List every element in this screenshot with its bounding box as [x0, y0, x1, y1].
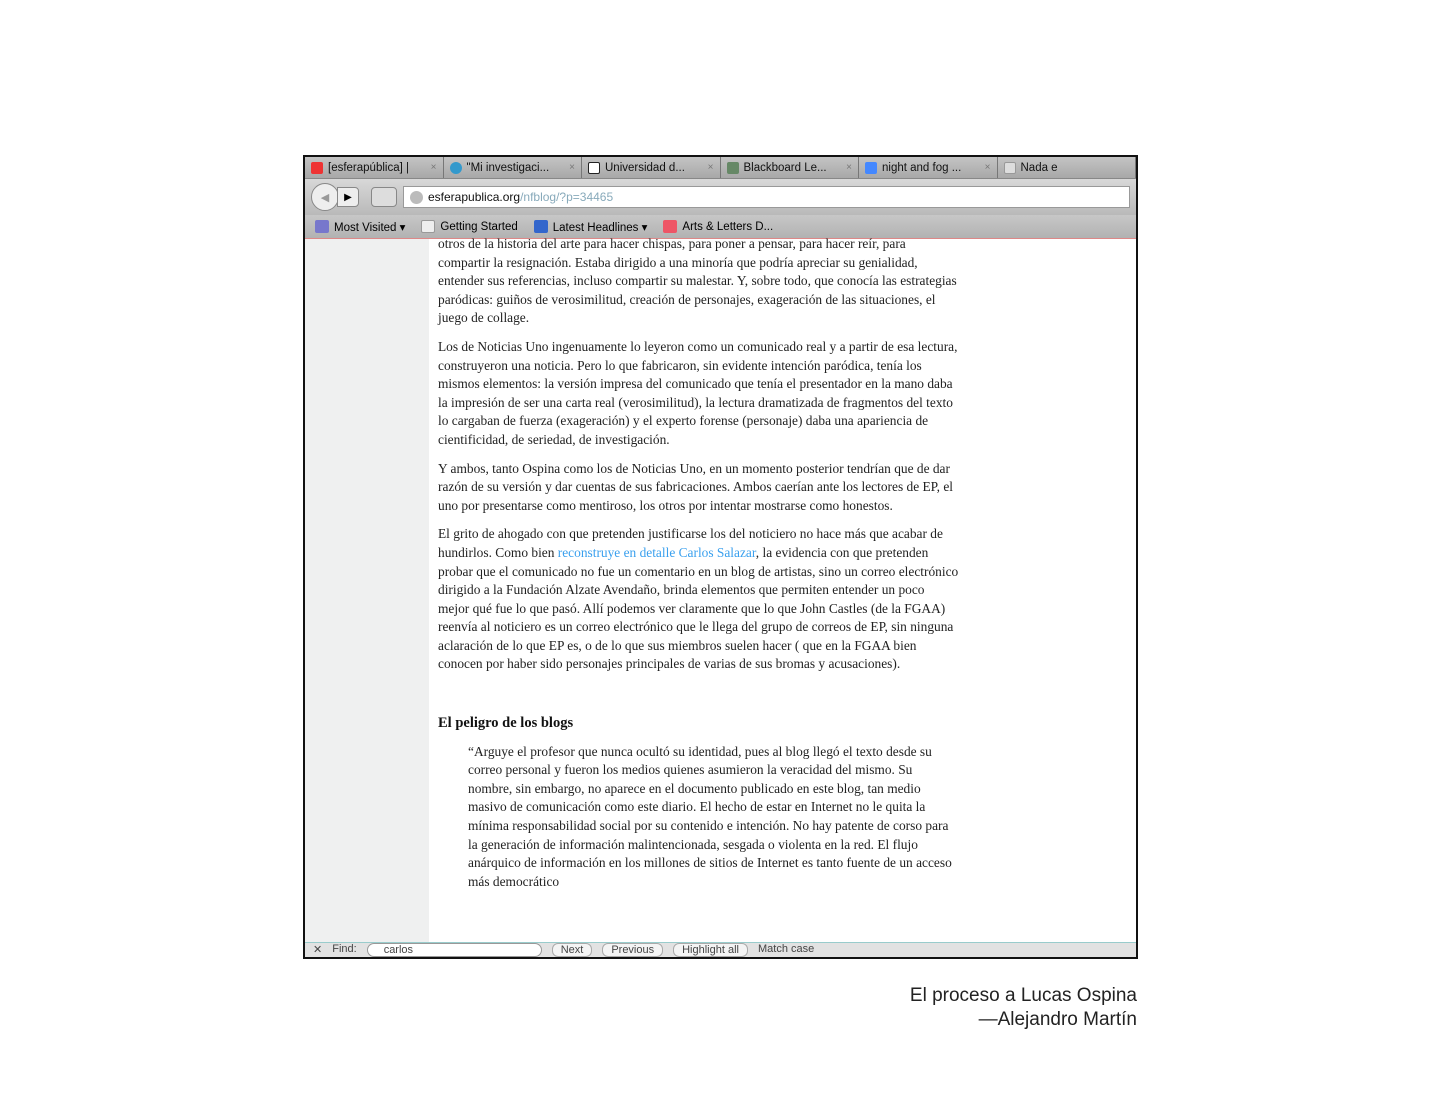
- section-heading: El peligro de los blogs: [438, 715, 574, 732]
- figure-caption: [910, 984, 1137, 1032]
- rss-icon: [534, 220, 548, 233]
- folder-icon: [315, 220, 329, 233]
- close-tab-icon[interactable]: ×: [984, 162, 991, 173]
- url-bar[interactable]: esferapublica.org /nfblog/?p=34465: [403, 186, 1130, 208]
- globe-icon: [410, 191, 423, 204]
- find-bar: ✕ Find: carlos Next Previous Highlight all Match case: [305, 942, 1136, 957]
- tab-night-and-fog[interactable]: night and fog ... ×: [859, 157, 998, 178]
- highlight-all-button[interactable]: Highlight all: [673, 943, 748, 957]
- tab-bar: [305, 157, 1136, 179]
- close-tab-icon[interactable]: ×: [430, 162, 437, 173]
- tab-blackboard[interactable]: Blackboard Le... ×: [721, 157, 860, 178]
- close-find-icon[interactable]: ✕: [313, 944, 323, 956]
- google-icon: [865, 162, 877, 174]
- caption-title: El proceso a Lucas Ospina: [909, 985, 1137, 1006]
- tab-universidad[interactable]: Universidad d... ×: [582, 157, 721, 178]
- favicon-icon: [311, 162, 323, 174]
- tab-nada[interactable]: Nada e: [998, 157, 1137, 178]
- caption-author: —Alejandro Martín: [978, 1009, 1137, 1030]
- favicon-icon: [663, 220, 677, 233]
- page-icon: [421, 220, 435, 233]
- salazar-link[interactable]: reconstruye en detalle Carlos Salazar: [557, 544, 756, 560]
- find-input[interactable]: carlos: [367, 943, 542, 957]
- browser-window: [303, 155, 1138, 959]
- back-button[interactable]: ◀: [311, 183, 339, 211]
- page-content: [305, 236, 1136, 942]
- find-next-button[interactable]: Next: [552, 943, 593, 957]
- bookmark-getting-started[interactable]: Getting Started: [421, 220, 517, 233]
- paragraph: El grito de ahogado con que pretenden justificarse los del noticiero no hace más que acabar de hundirlos. Como bien reconstruye en detalle Carlos Salazar, la evidencia con que pretenden probar que el comunicado no fue un comentario en un blog de artistas, sino un correo electrónico dirigido a la Fundación Alzate Avendaño, brinda elementos que permiten entender un poco mejor qué fue lo que pasó. Allí podemos ver claramente que lo que John Castles (de la FGAA) reenvía al noticiero es un correo electrónico que le llega del grupo de correos de EP, sin ninguna aclaración de lo que EP es, o de lo que sus miembros suelen hacer ( que en la FGAA bien conocen por haber sido personajes principales de varias de sus bromas y acusaciones).: [438, 526, 959, 672]
- match-case-checkbox[interactable]: Match case: [757, 943, 815, 955]
- forward-button[interactable]: ▶: [337, 187, 359, 207]
- article-body: [429, 236, 959, 942]
- tab-esferapublica[interactable]: [esferapública] | ×: [305, 157, 444, 178]
- tab-mi-investigacion[interactable]: "Mi investigaci... ×: [444, 157, 583, 178]
- find-previous-button[interactable]: Previous: [602, 943, 663, 957]
- left-sidebar: [305, 239, 429, 942]
- site-identity-button[interactable]: [371, 187, 397, 207]
- paragraph: Los de Noticias Uno ingenuamente lo leyeron como un comunicado real y a partir de esa lectura, construyeron una noticia. Pero lo que fabricaron, sin evidente intención paródica, tenía los mismos elementos: la versión impresa del comunicado que tenía el presentador en la mano daba la impresión de ser una carta real (verosimilitud), la lectura dramatizada de fragmentos del texto lo cargaban de fuerza (exageración) y el experto forense (personaje) daba una apariencia de cientificidad, de seriedad, de investigación.: [438, 338, 958, 447]
- paragraph: otros de la historia del arte para hacer chispas, para poner a pensar, para hacer reír, para compartir la resignación. Estaba dirigido a una minoría que podría apreciar su genialidad, entender sus referencias, incluso compartir su malestar. Y, sobre todo, que conocía las estrategias paródicas: guiños de verosimilitud, creación de personajes, exageración de las situaciones, el juego de collage.: [438, 236, 957, 326]
- close-tab-icon[interactable]: ×: [846, 162, 852, 173]
- bookmark-latest-headlines[interactable]: Latest Headlines ▾: [534, 220, 648, 234]
- bookmark-most-visited[interactable]: Most Visited ▾: [315, 220, 405, 234]
- close-tab-icon[interactable]: ×: [569, 162, 575, 173]
- navigation-bar: [305, 179, 1136, 215]
- close-tab-icon[interactable]: ×: [707, 162, 714, 173]
- favicon-icon: [588, 162, 600, 174]
- favicon-icon: [450, 162, 462, 174]
- page-icon: [1004, 162, 1016, 174]
- block-quote: “Arguye el profesor que nunca ocultó su identidad, pues al blog llegó el texto desde su correo personal y fueron los medios quienes asumieron la veracidad del mismo. Su nombre, sin embargo, no aparece en el documento publicado en este blog, tan medio masivo de comunicación como este diario. El hecho de estar en Internet no le quita la mínima responsabilidad social por su contenido e intención. No hay patente de corso para la generación de información malintencionada, sesgada o violenta en la red. El flujo anárquico de información en los millones de sitios de Internet es tanto fuente de un acceso más democrático: [468, 743, 952, 889]
- favicon-icon: [727, 162, 739, 174]
- bookmark-arts-letters[interactable]: Arts & Letters D...: [663, 220, 773, 233]
- paragraph: Y ambos, tanto Ospina como los de Noticias Uno, en un momento posterior tendrían que de dar razón de su versión y dar cuentas de sus fabricaciones. Ambos caerían ante los lectores de EP, el uno por presentarse como mentiroso, los otros por intentar mostrarse como honestos.: [438, 460, 953, 513]
